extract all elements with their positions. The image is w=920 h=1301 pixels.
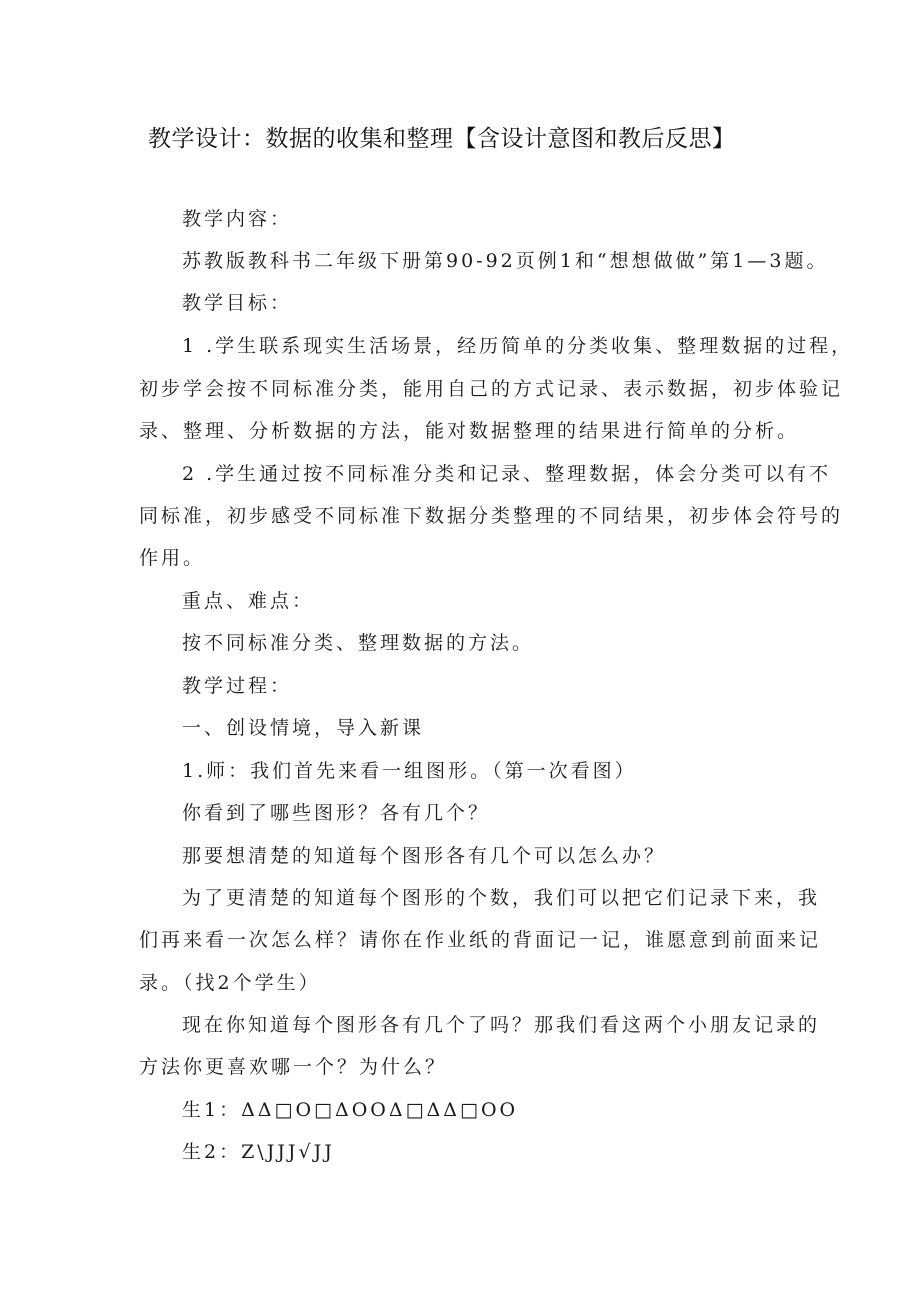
section-heading: 一、创设情境，导入新课 bbox=[182, 717, 425, 739]
student-record-2: 生2：Z\JJJ√JJ bbox=[182, 1141, 335, 1163]
paragraph-line: 为了更清楚的知道每个图形的个数，我们可以把它们记录下来，我 bbox=[182, 887, 821, 909]
question-text: 你看到了哪些图形？各有几个？ bbox=[182, 802, 491, 824]
objective-2-line: 作用。 bbox=[139, 547, 206, 569]
paragraph-line: 们再来看一次怎么样？请你在作业纸的背面记一记，谁愿意到前面来记 bbox=[139, 929, 822, 951]
paragraph-line: 现在你知道每个图形各有几个了吗？那我们看这两个小朋友记录的 bbox=[182, 1014, 821, 1036]
question-text: 那要想清楚的知道每个图形各有几个可以怎么办？ bbox=[182, 845, 667, 867]
content-text: 苏教版教科书二年级下册第90-92页例1和“想想做做”第1—3题。 bbox=[182, 250, 829, 272]
objectives-heading: 教学目标： bbox=[182, 292, 293, 314]
keypoints-text: 按不同标准分类、整理数据的方法。 bbox=[182, 632, 535, 654]
objective-1-line: 1 .学生联系现实生活场景，经历简单的分类收集、整理数据的过程， bbox=[182, 335, 854, 357]
objective-2-line: 2 .学生通过按不同标准分类和记录、整理数据，体会分类可以有不 bbox=[182, 463, 832, 485]
student-record-1: 生1：ΔΔ□O□ΔOOΔ□ΔΔ□OO bbox=[182, 1099, 519, 1121]
paragraph-line: 录。（找2个学生） bbox=[139, 972, 321, 994]
objective-2-line: 同标准，初步感受不同标准下数据分类整理的不同结果，初步体会符号的 bbox=[139, 505, 844, 527]
objective-1-line: 录、整理、分析数据的方法，能对数据整理的结果进行简单的分析。 bbox=[139, 420, 800, 442]
content-heading: 教学内容： bbox=[182, 208, 293, 230]
keypoints-heading: 重点、难点： bbox=[182, 590, 315, 612]
step-text: 1.师：我们首先来看一组图形。（第一次看图） bbox=[182, 760, 637, 782]
objective-1-line: 初步学会按不同标准分类，能用自己的方式记录、表示数据，初步体验记 bbox=[139, 378, 844, 400]
paragraph-line: 方法你更喜欢哪一个？为什么？ bbox=[139, 1056, 448, 1078]
process-heading: 教学过程： bbox=[182, 675, 293, 697]
document-title: 教学设计：数据的收集和整理【含设计意图和教后反思】 bbox=[148, 126, 736, 152]
